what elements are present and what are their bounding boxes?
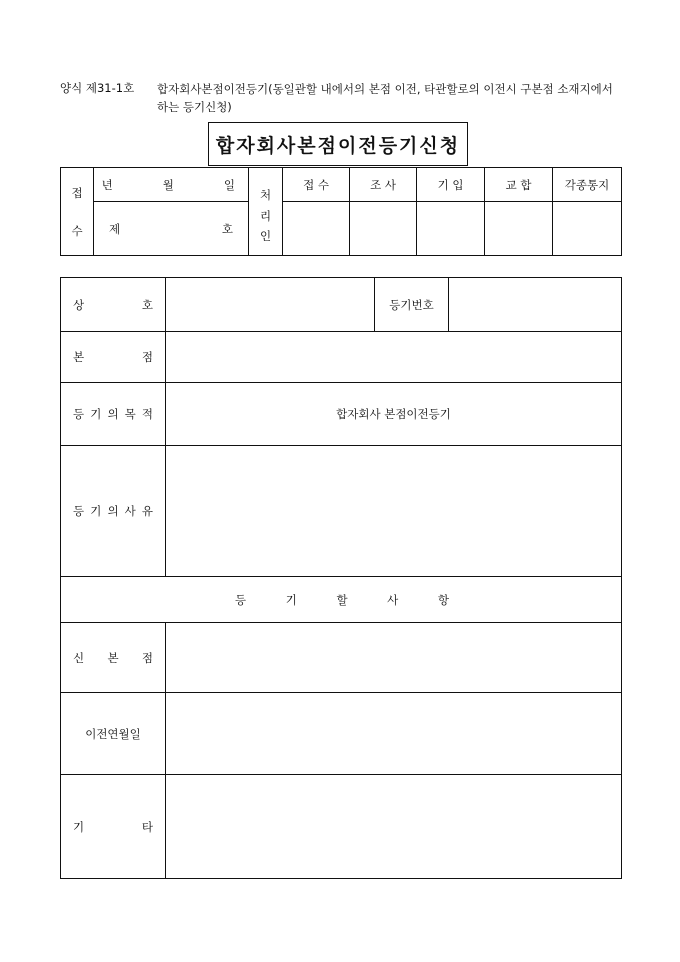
form-number: 양식 제31-1호 [60, 81, 135, 95]
application-table [60, 277, 622, 879]
relocation-date-label: 이전연월일 [61, 693, 166, 775]
step-entry-label: 기 입 [417, 168, 485, 202]
step-review-stamp[interactable] [350, 202, 417, 256]
relocation-date-field[interactable] [166, 693, 622, 775]
step-entry-stamp[interactable] [417, 202, 485, 256]
form-description: 합자회사본점이전등기(동일관할 내에서의 본점 이전, 타관할로의 이전시 구본점 소재지에서 하는 등기신청) [157, 82, 613, 114]
step-verify-stamp[interactable] [485, 202, 553, 256]
year-label: 년 [101, 177, 113, 192]
trade-name-field[interactable] [166, 278, 375, 332]
other-label: 기 타 [61, 775, 166, 879]
receipt-number-cell[interactable] [94, 202, 249, 256]
reason-label: 등 기 의 사 유 [61, 446, 166, 577]
trade-name-label: 상 호 [61, 278, 166, 332]
new-office-field[interactable] [166, 623, 622, 693]
step-receipt-label: 접 수 [283, 168, 350, 202]
new-office-label: 신 본 점 [61, 623, 166, 693]
title-box [208, 122, 468, 166]
step-receipt-stamp[interactable] [283, 202, 350, 256]
purpose-label: 등 기 의 목 적 [61, 383, 166, 446]
form-title: 합자회사본점이전등기신청 [215, 134, 461, 157]
other-field[interactable] [166, 775, 622, 879]
reg-number-label: 등기번호 [375, 278, 449, 332]
step-notice-label: 각종통지 [553, 168, 622, 202]
processing-label: 처 리 인 [249, 168, 283, 256]
month-label: 월 [162, 177, 174, 192]
reg-number-field[interactable] [449, 278, 622, 332]
head-office-label: 본 점 [61, 332, 166, 383]
receipt-date-cell[interactable] [94, 168, 249, 202]
day-label: 일 [223, 177, 235, 192]
reason-field[interactable] [166, 446, 622, 577]
receipt-table [60, 167, 622, 256]
step-verify-label: 교 합 [485, 168, 553, 202]
receipt-label: 접 수 [61, 168, 94, 256]
purpose-value: 합자회사 본점이전등기 [166, 383, 622, 446]
head-office-field[interactable] [166, 332, 622, 383]
step-review-label: 조 사 [350, 168, 417, 202]
matters-header: 등 기 할 사 항 [61, 577, 622, 623]
step-notice-stamp[interactable] [553, 202, 622, 256]
number-prefix: 제 [109, 221, 121, 236]
number-suffix: 호 [221, 221, 233, 236]
